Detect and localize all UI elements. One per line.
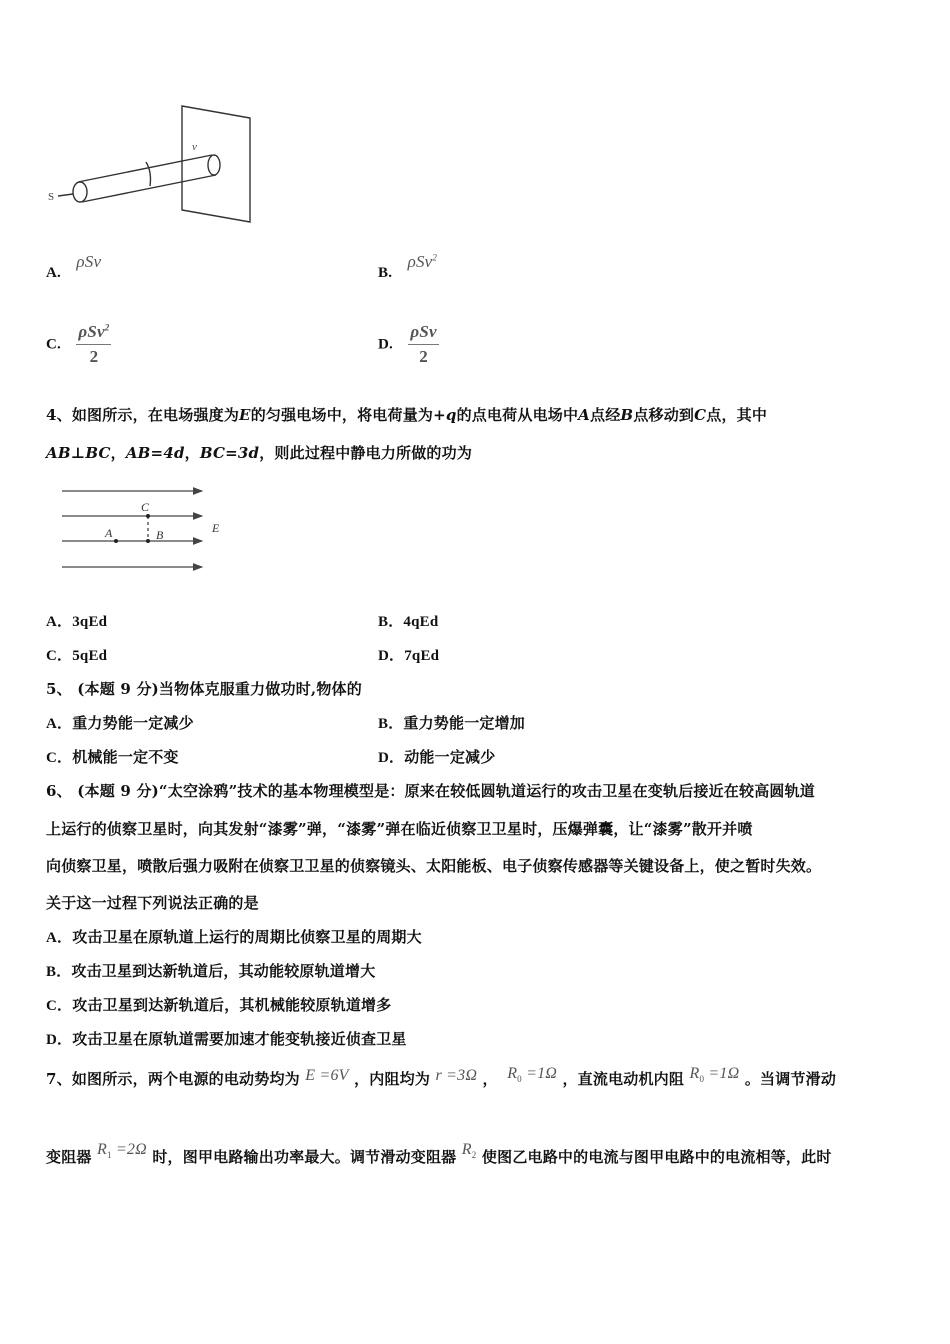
q7-stem-line2: 变阻器 $R_1 =2\Omega$ 时，图甲电路输出功率最大。调节滑动变阻器 $R_2$ 使图乙电路中的电流与图甲电路中的电流相等，此时: [46, 1141, 832, 1166]
label-b: B: [156, 528, 164, 542]
q6-stem-line2: 上运行的侦察卫星时，向其发射“漆雾”弹，“漆雾”弹在临近侦察卫卫星时，压爆弹囊，让“漆雾”散开并喷: [46, 820, 753, 838]
point-a: [114, 539, 118, 543]
fraction-c: $\frac{\rho Sv^2}{2}$: [78, 322, 110, 366]
point-c: [146, 514, 150, 518]
q6-option-a[interactable]: A．攻击卫星在原轨道上运行的周期比侦察卫星的周期大: [46, 928, 422, 946]
q6-option-c[interactable]: C．攻击卫星到达新轨道后，其机械能较原轨道增多: [46, 996, 392, 1014]
q6-option-b[interactable]: B．攻击卫星到达新轨道后，其动能较原轨道增大: [46, 962, 376, 980]
fraction-d: $\frac{\text{ρSv}}{2}$: [410, 322, 437, 366]
label-e: E: [212, 521, 220, 535]
q5-option-b[interactable]: B．重力势能一定增加: [378, 714, 526, 732]
q4-stem-line2: AB⊥BC，AB=4d，BC=3d，则此过程中静电力所做的功为: [46, 444, 473, 462]
point-b: [146, 539, 150, 543]
cylinder-section-mark: [146, 162, 151, 186]
label-a: A: [105, 526, 113, 540]
cylinder-near-end: [73, 182, 87, 202]
q5-option-c[interactable]: C．机械能一定不变: [46, 748, 179, 766]
q3-option-b[interactable]: B. ρSv$^2$: [378, 252, 438, 281]
label-s: S: [48, 191, 55, 203]
q4-option-c[interactable]: C．5qEd: [46, 648, 108, 664]
label-c: C: [141, 500, 150, 514]
stream-plate-figure: [40, 98, 270, 228]
q6-stem-line1: 6、 (本题 9 分)“太空涂鸦”技术的基本物理模型是：原来在较低圆轨道运行的攻击卫星在变轨后接近在较高圆轨道: [46, 782, 815, 800]
q4-stem-line1: 4、如图所示，在电场强度为E的匀强电场中，将电荷量为+q的点电荷从电场中A点经B点移动到C点，其中: [46, 406, 768, 424]
q4-option-b[interactable]: B．4qEd: [378, 614, 439, 630]
cylinder-bottom-edge: [82, 175, 216, 202]
q3-option-a[interactable]: A. ρSv: [46, 252, 102, 281]
q6-stem-line4: 关于这一过程下列说法正确的是: [46, 894, 259, 912]
label-v: v: [192, 141, 197, 153]
electric-field-figure: [56, 480, 236, 580]
q3-option-d[interactable]: D. $\frac{\text{ρSv}}{2}$: [378, 322, 437, 366]
s-pointer: [58, 194, 73, 196]
plate: [182, 106, 250, 222]
q3-option-c[interactable]: C. $\frac{\rho Sv^2}{2}$: [46, 322, 110, 366]
cylinder-far-end: [208, 155, 220, 175]
q5-option-a[interactable]: A．重力势能一定减少: [46, 714, 194, 732]
q4-option-a[interactable]: A．3qEd: [46, 614, 108, 630]
q6-stem-line3: 向侦察卫星，喷散后强力吸附在侦察卫卫星的侦察镜头、太阳能板、电子侦察传感器等关键设备上，使之暂时失效。: [46, 857, 822, 875]
q5-stem: 5、 (本题 9 分)当物体克服重力做功时,物体的: [46, 680, 362, 698]
q4-option-d[interactable]: D．7qEd: [378, 648, 440, 664]
cylinder-top-edge: [78, 155, 212, 182]
q7-stem-line1: 7、如图所示，两个电源的电动势均为 E =6V ，内阻均为 r =3Ω ， $R_0 =1\Omega$ ，直流电动机内阻 $R_0 =1\Omega$ 。当调节滑动: [46, 1065, 837, 1088]
q6-option-d[interactable]: D．攻击卫星在原轨道需要加速才能变轨接近侦查卫星: [46, 1030, 407, 1048]
q5-option-d[interactable]: D．动能一定减少: [378, 748, 496, 766]
